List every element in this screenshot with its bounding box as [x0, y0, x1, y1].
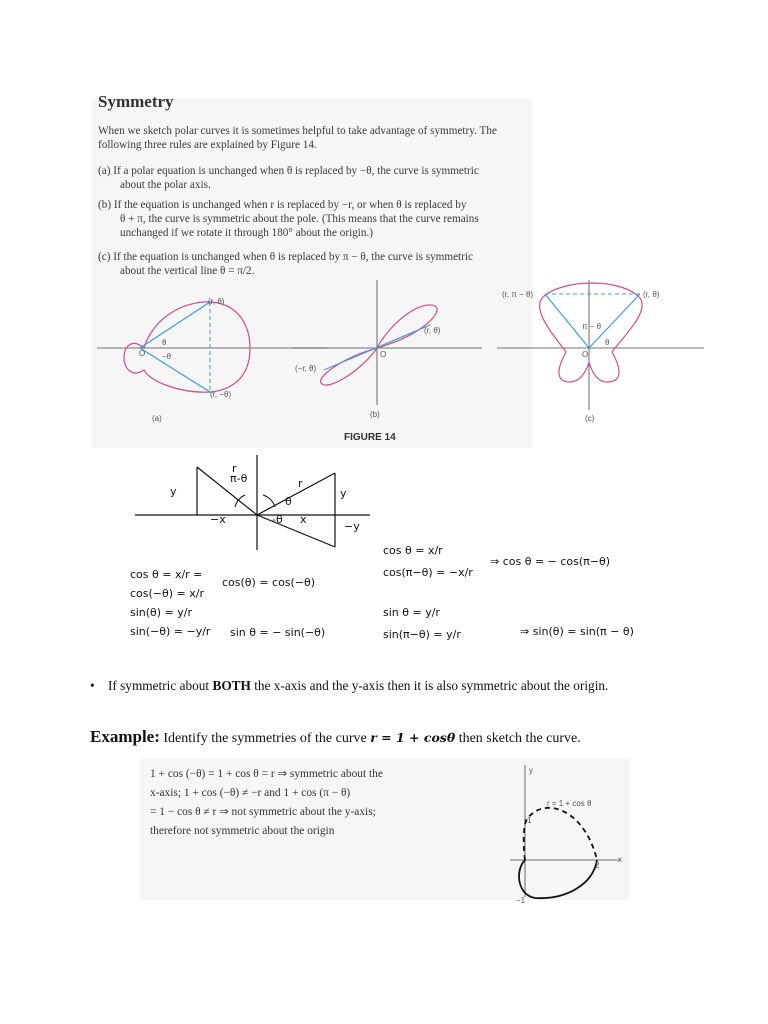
- fig-a-point-r-theta: (r, θ): [208, 297, 225, 306]
- left-result-sin: sin θ = − sin(−θ): [230, 626, 326, 639]
- right-result-sin: ⇒ sin(θ) = sin(π − θ): [520, 625, 634, 638]
- handwritten-diagram: [135, 455, 385, 555]
- note-theta: θ: [285, 495, 292, 508]
- fig-b-point-r-theta: (r, θ): [424, 326, 441, 335]
- example-heading: Example:: [90, 727, 160, 746]
- graph-tick-1: 1: [527, 816, 532, 825]
- fig-c-origin: O: [582, 350, 589, 359]
- note-x: x: [300, 513, 307, 526]
- figure-a: [97, 302, 327, 392]
- example-statement: Example: Identify the symmetries of the curve r = 1 + cosθ then sketch the curve.: [90, 727, 581, 746]
- right-result-cos: ⇒ cos θ = − cos(π−θ): [490, 555, 611, 568]
- fig-c-angle-theta: θ: [605, 338, 610, 347]
- rule-b: (b) If the equation is unchanged when r is replaced by −r, or when θ is replaced by θ + π, the curve is symmetric about the pole. (This means that the curve remains unchanged if we rotate it through 180° about the origin.): [98, 199, 479, 239]
- fig-c-point-r-pi-minus-theta: (r, π − θ): [502, 290, 534, 299]
- left-equations: cos θ = x/r = cos(−θ) = x/r sin(θ) = y/r sin(−θ) = −y/r: [130, 568, 211, 638]
- note-r1: r: [232, 462, 237, 475]
- graph-tick-2: 2: [595, 861, 600, 870]
- example-equation: r = 1 + cosθ: [370, 730, 456, 745]
- figure-caption: FIGURE 14: [344, 432, 396, 443]
- figure-c: [497, 280, 704, 410]
- note-y1: y: [170, 485, 177, 498]
- note-neg-theta: -θ: [272, 513, 283, 526]
- fig-c-label: (c): [585, 414, 595, 423]
- graph-x-axis-label: x: [618, 855, 622, 864]
- graph-y-axis-label: y: [529, 766, 533, 775]
- rule-c: (c) If the equation is unchanged when θ is replaced by π − θ, the curve is symmetric about the vertical line θ = π/2.: [98, 251, 473, 277]
- section-title: Symmetry: [98, 92, 174, 111]
- fig-c-angle-pi-minus-theta: π − θ: [582, 322, 602, 331]
- note-y2: y: [340, 487, 347, 500]
- symmetry-bullet: • If symmetric about BOTH the x-axis and the y-axis then it is also symmetric about the origin.: [90, 678, 609, 693]
- intro-paragraph: When we sketch polar curves it is sometimes helpful to take advantage of symmetry. The following three rules are explained by Figure 14.: [98, 125, 497, 151]
- right-equations: cos θ = x/r cos(π−θ) = −x/r sin θ = y/r sin(π−θ) = y/r: [383, 544, 473, 641]
- fig-a-label: (a): [152, 414, 162, 423]
- figure-b: [292, 280, 482, 405]
- figure-14-graphics: [92, 280, 712, 440]
- fig-b-origin: O: [380, 350, 387, 359]
- fig-a-origin: O: [139, 349, 146, 358]
- fig-a-angle-theta: θ: [162, 338, 167, 347]
- note-pi-theta: π-θ: [230, 472, 248, 485]
- note-r2: r: [298, 477, 303, 490]
- solution-text: 1 + cos (−θ) = 1 + cos θ = r ⇒ symmetric about the x-axis; 1 + cos (−θ) ≠ −r and 1 + cos (π − θ) = 1 − cos θ ≠ r ⇒ not symmetric about the y-axis; therefore not symmetric about the origin: [150, 768, 383, 837]
- fig-a-angle-neg-theta: −θ: [162, 352, 172, 361]
- fig-c-point-r-theta: (r, θ): [643, 290, 660, 299]
- fig-a-point-r-neg-theta: (r, −θ): [210, 390, 232, 399]
- left-result-cos: cos(θ) = cos(−θ): [222, 576, 316, 589]
- rule-a: (a) If a polar equation is unchanged when θ is replaced by −θ, the curve is symmetric about the polar axis.: [98, 165, 479, 191]
- note-neg-y: −y: [344, 520, 360, 533]
- fig-b-point-neg-r-theta: (−r, θ): [295, 364, 317, 373]
- note-neg-x: −x: [210, 513, 226, 526]
- graph-tick-neg1: −1: [516, 896, 526, 905]
- fig-b-label: (b): [370, 410, 380, 419]
- graph-curve-label: r = 1 + cos θ: [547, 799, 592, 808]
- cardioid-graph: [505, 765, 625, 900]
